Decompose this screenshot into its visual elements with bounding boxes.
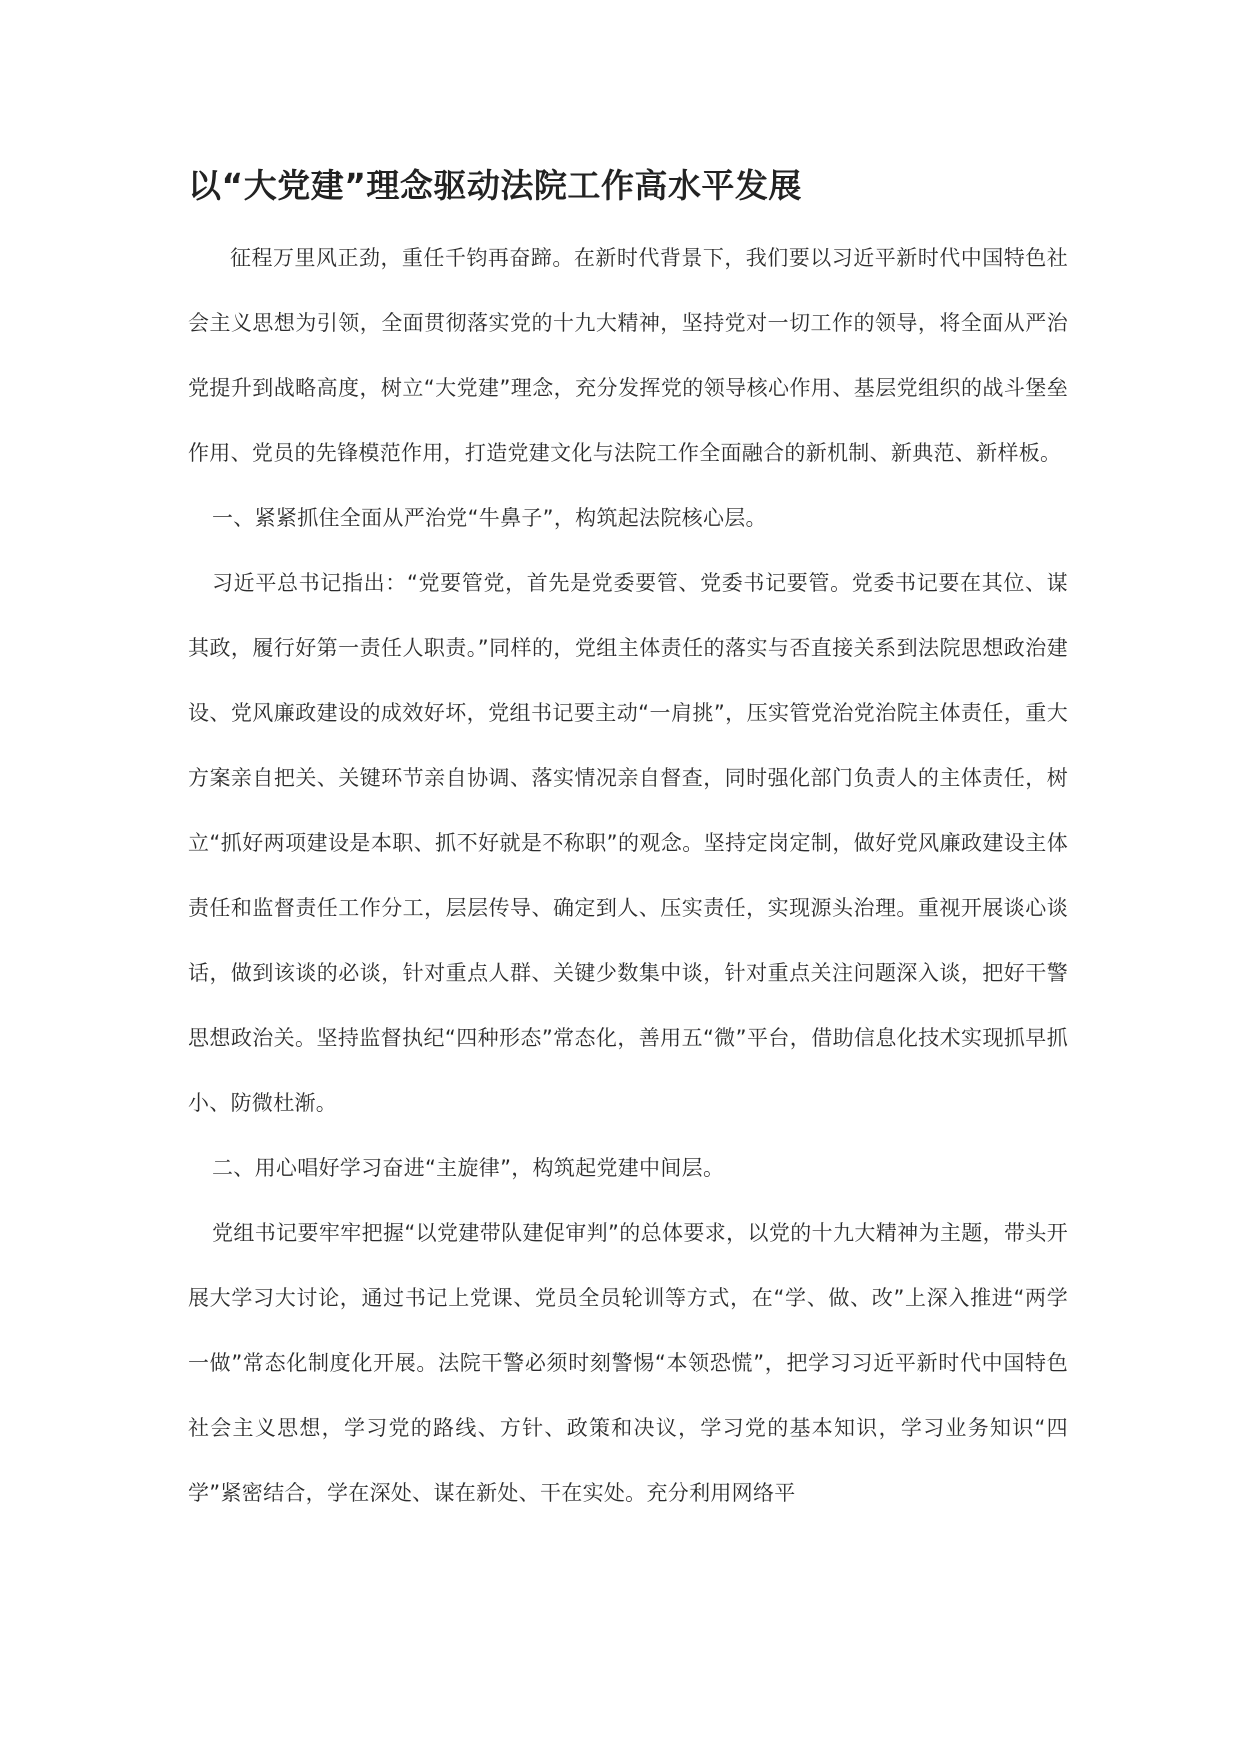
document-title: 以“大党建”理念驱动法院工作高水平发展 [188, 166, 802, 205]
section-1-paragraph: 习近平总书记指出：“党要管党，首先是党委要管、党委书记要管。党委书记要在其位、谋其政，履行好第一责任人职责。”同样的，党组主体责任的落实与否直接关系到法院思想政治建设、党风廉政建设的成效好坏，党组书记要主动“一肩挑”，压实管党治党治院主体责任，重大方案亲自把关、关键环节亲自协调、落实情况亲自督查，同时强化部门负责人的主体责任，树立“抓好两项建设是本职、抓不好就是不称职”的观念。坚持定岗定制，做好党风廉政建设主体责任和监督责任工作分工，层层传导、确定到人、压实责任，实现源头治理。重视开展谈心谈话，做到该谈的必谈，针对重点人群、关键少数集中谈，针对重点关注问题深入谈，把好干警思想政治关。坚持监督执纪“四种形态”常态化，善用五“微”平台，借助信息化技术实现抓早抓小、防微杜渐。 [188, 571, 1068, 1115]
section-1-heading: 一、紧紧抓住全面从严治党“牛鼻子”，构筑起法院核心层。 [212, 506, 767, 530]
intro-paragraph: 征程万里风正劲，重任千钧再奋蹄。在新时代背景下，我们要以习近平新时代中国特色社会主义思想为引领，全面贯彻落实党的十九大精神，坚持党对一切工作的领导，将全面从严治党提升到战略高度，树立“大党建”理念，充分发挥党的领导核心作用、基层党组织的战斗堡垒作用、党员的先锋模范作用，打造党建文化与法院工作全面融合的新机制、新典范、新样板。 [188, 246, 1068, 465]
section-2-heading: 二、用心唱好学习奋进“主旋律”，构筑起党建中间层。 [212, 1156, 725, 1180]
document-body [188, 158, 1068, 1526]
section-2-paragraph: 党组书记要牢牢把握“以党建带队建促审判”的总体要求，以党的十九大精神为主题，带头开展大学习大讨论，通过书记上党课、党员全员轮训等方式，在“学、做、改”上深入推进“两学一做”常态化制度化开展。法院干警必须时刻警惕“本领恐慌”，把学习习近平新时代中国特色社会主义思想，学习党的路线、方针、政策和决议，学习党的基本知识，学习业务知识“四学”紧密结合，学在深处、谋在新处、干在实处。充分利用网络平 [188, 1221, 1068, 1505]
